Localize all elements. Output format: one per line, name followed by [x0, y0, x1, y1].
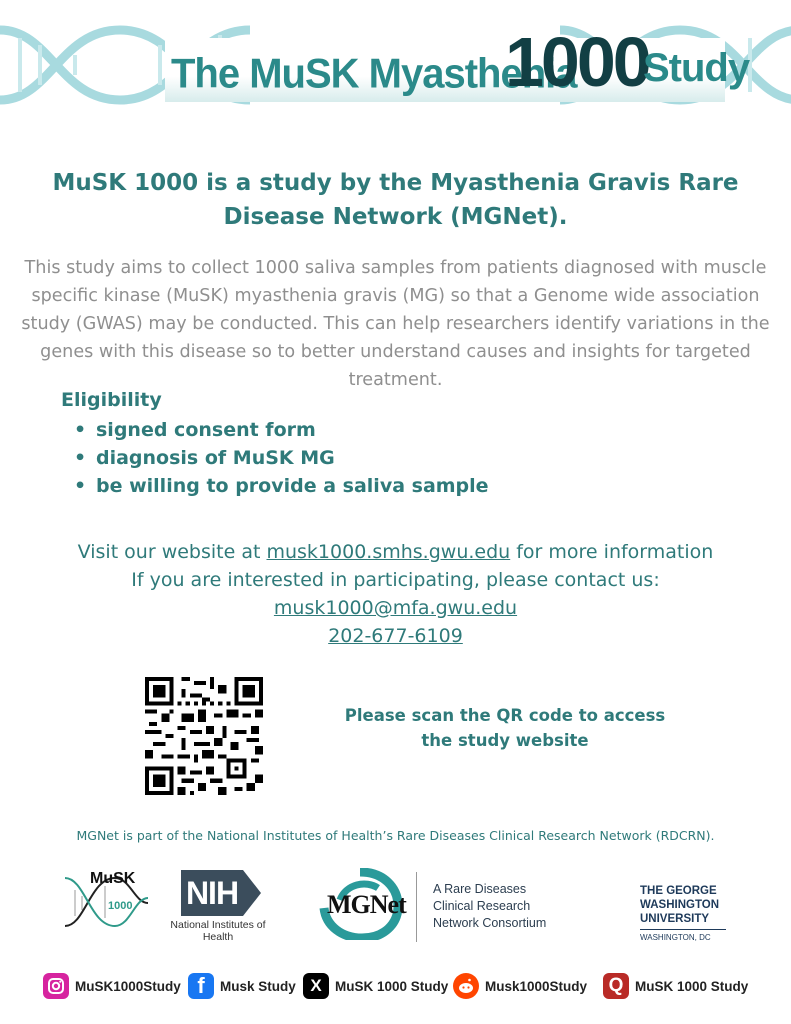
banner-title-main: The MuSK Myasthenia	[171, 50, 577, 98]
nih-arrow	[243, 870, 261, 916]
eligibility-item: • be willing to provide a saliva sample	[74, 472, 489, 500]
social-links	[43, 972, 763, 1000]
facebook-icon: f	[188, 973, 214, 999]
gwu-location: WASHINGTON, DC	[640, 933, 711, 942]
headline: MuSK 1000 is a study by the Myasthenia Gravis Rare Disease Network (MGNet).	[52, 170, 739, 230]
gwu-logo: THE GEORGE WASHINGTON UNIVERSITY	[640, 885, 720, 925]
reddit-icon	[453, 973, 479, 999]
nih-subtitle: National Institutes of Health	[170, 919, 266, 943]
quora-icon: Q	[603, 973, 629, 999]
visit-line: Visit our website at musk1000.smhs.gwu.edu for more information	[77, 541, 714, 563]
qr-caption: Please scan the QR code to access the study website	[344, 706, 666, 750]
instagram-icon	[43, 973, 69, 999]
banner-title	[165, 23, 750, 102]
social-facebook[interactable]: f Musk Study	[188, 972, 296, 1000]
eligibility-list	[74, 416, 489, 500]
social-x[interactable]: X MuSK 1000 Study	[303, 972, 448, 1000]
website-link[interactable]: musk1000.smhs.gwu.edu	[266, 541, 511, 563]
gwu-divider	[640, 929, 726, 930]
contact-section	[0, 538, 791, 650]
banner-title-study: Study	[643, 46, 750, 90]
social-instagram[interactable]: MuSK1000Study	[43, 972, 181, 1000]
mgnet-logo-text: MGNet	[327, 890, 406, 919]
x-icon: X	[303, 973, 329, 999]
study-description: This study aims to collect 1000 saliva samples from patients diagnosed with muscle specific kinase (MuSK) myasthenia gravis (MG) so that a Genome wide association study (GWAS) may be conducted. This can help researchers identify variations in the genes with this disease so to better understand causes and insights for targeted treatment.	[21, 258, 770, 390]
consortium-text: A Rare Diseases Clinical Research Network Consortium	[433, 882, 547, 930]
social-quora[interactable]: Q MuSK 1000 Study	[603, 972, 748, 1000]
email-link[interactable]: musk1000@mfa.gwu.edu	[273, 597, 518, 619]
interest-line: If you are interested in participating, please contact us:	[131, 569, 660, 591]
social-reddit[interactable]: Musk1000Study	[453, 972, 587, 1000]
qr-code[interactable]	[145, 677, 263, 795]
banner-title-number: 1000	[505, 23, 649, 101]
network-statement: MGNet is part of the National Institutes of Health’s Rare Diseases Clinical Research Network (RDCRN).	[76, 828, 715, 843]
eligibility-title: Eligibility	[61, 389, 162, 411]
eligibility-item: • diagnosis of MuSK MG	[74, 444, 489, 472]
musk1000-logo: MuSK 1000	[60, 868, 150, 930]
logo-divider	[416, 872, 417, 942]
nih-logo: NIH	[181, 870, 243, 916]
eligibility-item: • signed consent form	[74, 416, 489, 444]
header-banner	[0, 0, 791, 118]
phone-link[interactable]: 202-677-6109	[328, 625, 463, 647]
